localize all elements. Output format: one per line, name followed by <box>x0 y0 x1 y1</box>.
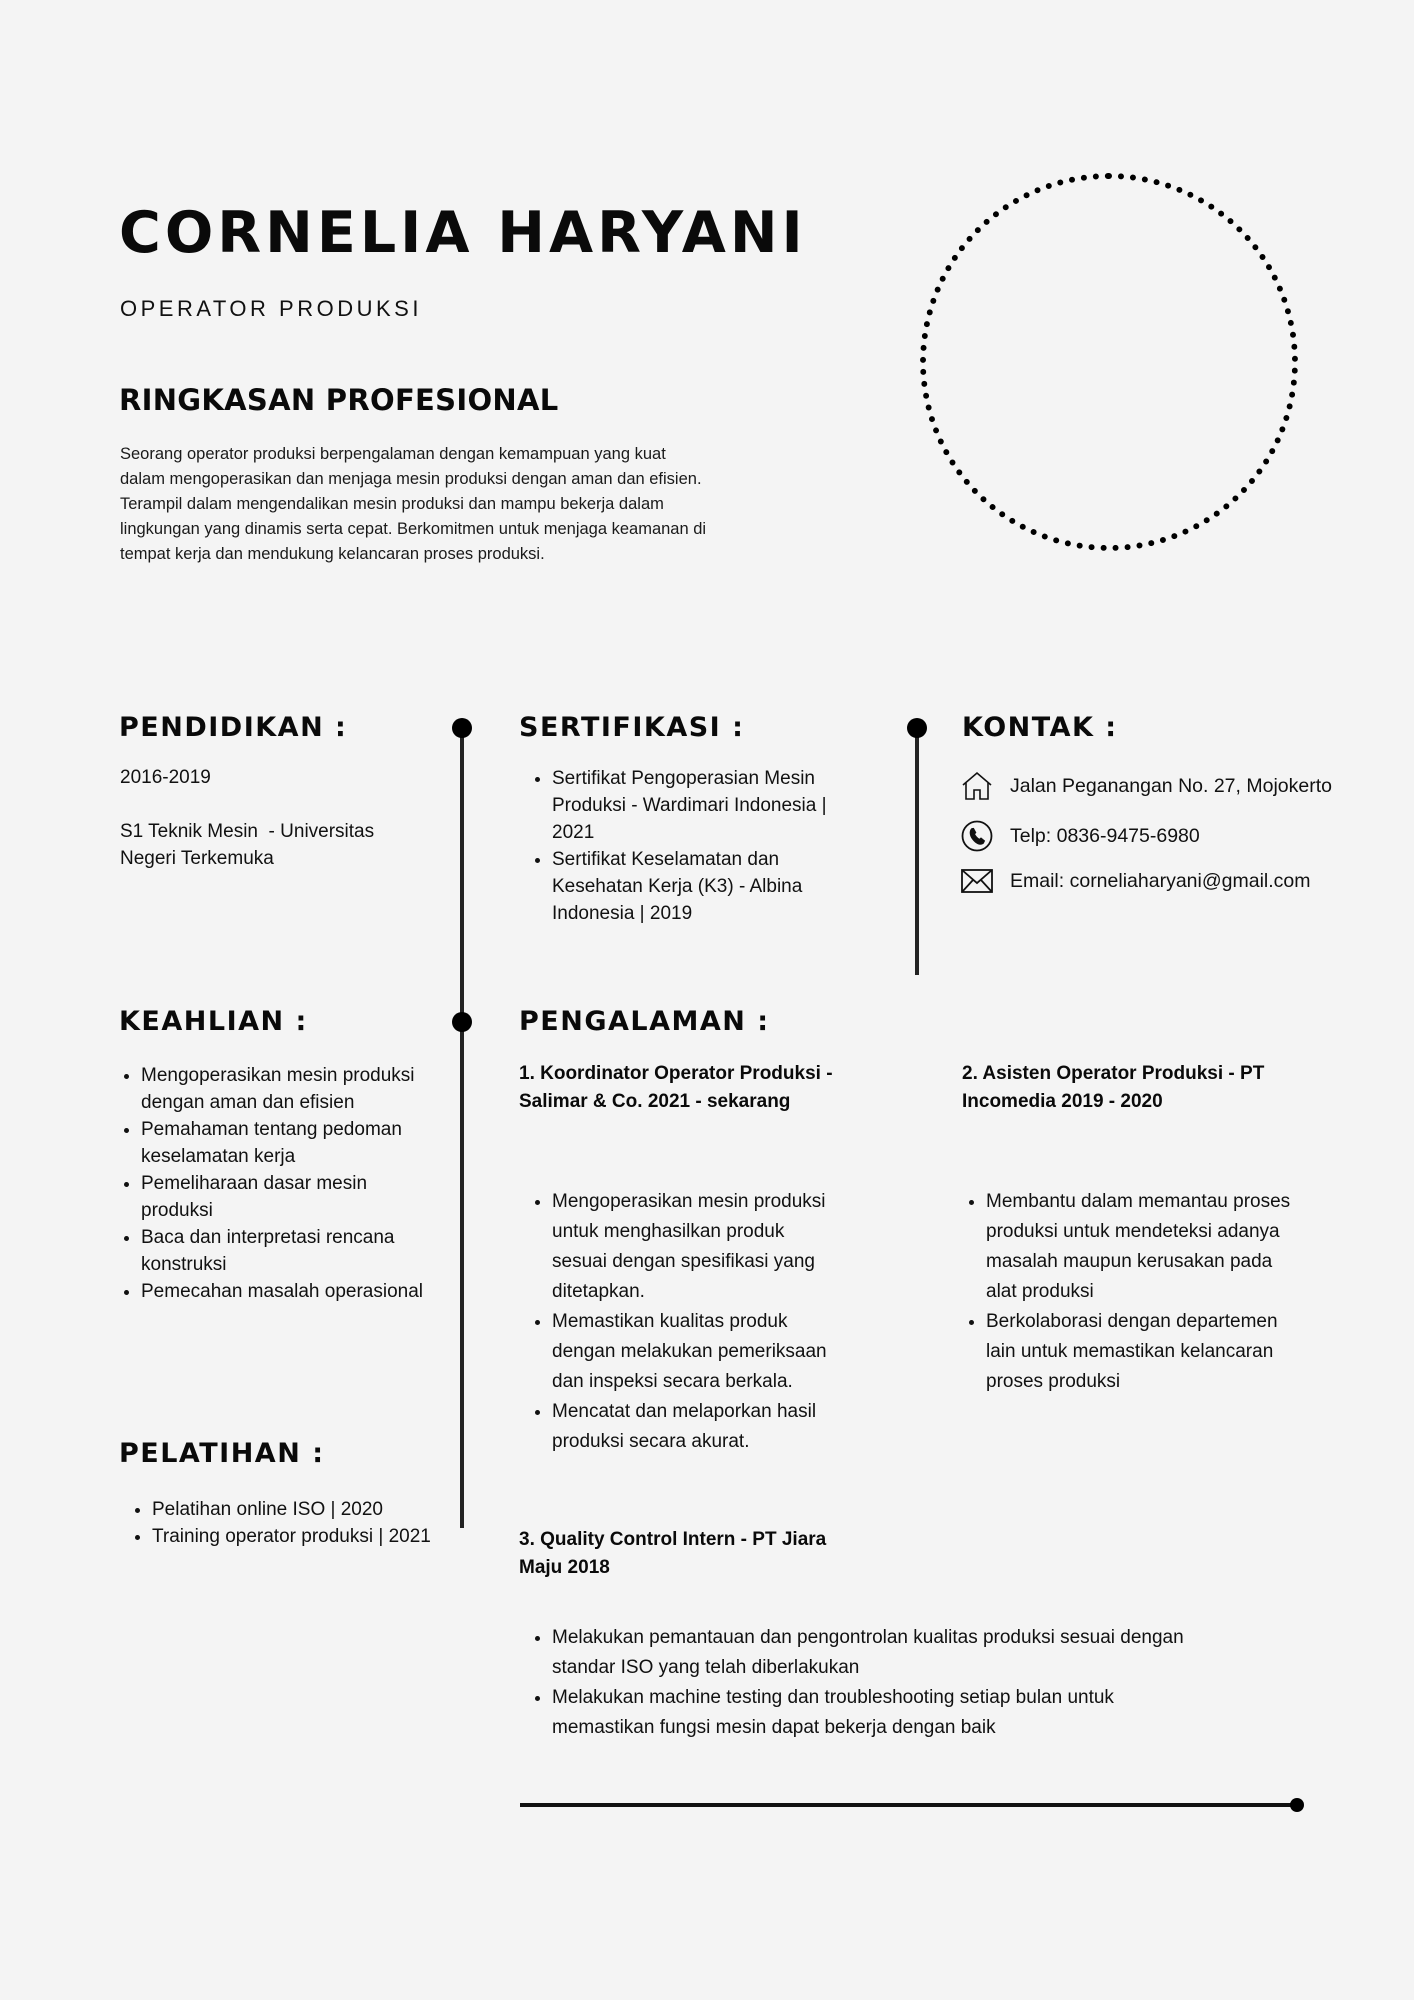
skills-heading: KEAHLIAN : <box>119 1006 308 1037</box>
skill-item: • Pemahaman tentang pedoman keselamatan kerja <box>141 1116 430 1170</box>
job-bullet: • Melakukan machine testing dan troubleshooting setiap bulan untuk memastikan fungsi mesin dapat bekerja dengan baik <box>552 1683 1221 1743</box>
timeline-dot <box>452 718 472 738</box>
job-bullets <box>531 1187 841 1457</box>
candidate-role: OPERATOR PRODUKSI <box>120 296 422 321</box>
job-title-line: Maju 2018 <box>519 1557 610 1578</box>
photo-placeholder <box>920 173 1298 551</box>
education-degree-line: Negeri Terkemuka <box>120 848 274 869</box>
job-title-line: Salimar & Co. 2021 - sekarang <box>519 1091 791 1112</box>
contact-address-text: Jalan Peganangan No. 27, Mojokerto <box>1010 774 1332 797</box>
skill-item: • Pemeliharaan dasar mesin produksi <box>141 1170 430 1224</box>
summary-line: Seorang operator produksi berpengalaman dengan kemampuan yang kuat <box>120 445 666 463</box>
job-title <box>962 1060 1362 1116</box>
training-heading: PELATIHAN : <box>119 1438 325 1469</box>
skills-list <box>120 1062 430 1305</box>
timeline-dot <box>907 718 927 738</box>
contact-phone-text: Telp: 0836-9475-6980 <box>1010 824 1200 847</box>
education-degree <box>120 818 374 872</box>
contact-heading: KONTAK : <box>962 712 1118 743</box>
contact-email-text: Email: corneliaharyani@gmail.com <box>1010 869 1311 892</box>
certification-item: • Sertifikat Keselamatan dan Kesehatan Kerja (K3) - Albina Indonesia | 2019 <box>552 846 831 927</box>
job-bullets <box>531 1623 1221 1743</box>
timeline-dot <box>452 1012 472 1032</box>
contact-email <box>960 862 1332 900</box>
certifications-heading: SERTIFIKASI : <box>519 712 745 743</box>
job-title-line: 1. Koordinator Operator Produksi - <box>519 1063 833 1084</box>
education-years: 2016-2019 <box>120 767 211 788</box>
job-bullets <box>965 1187 1295 1397</box>
timeline-line-left <box>460 728 464 1528</box>
job-bullet: • Melakukan pemantauan dan pengontrolan kualitas produksi sesuai dengan standar ISO yang telah diberlakukan <box>552 1623 1221 1683</box>
contact-address <box>960 767 1332 805</box>
certification-item: • Sertifikat Pengoperasian Mesin Produksi - Wardimari Indonesia | 2021 <box>552 765 831 846</box>
training-item: • Training operator produksi | 2021 <box>152 1523 431 1550</box>
timeline-dot <box>1290 1798 1304 1812</box>
job-title-line: Incomedia 2019 - 2020 <box>962 1091 1163 1112</box>
job-bullet: • Mencatat dan melaporkan hasil produksi secara akurat. <box>552 1397 841 1457</box>
contact-list <box>960 767 1332 900</box>
job-title-line: 3. Quality Control Intern - PT Jiara <box>519 1529 827 1550</box>
home-icon <box>960 769 994 803</box>
summary-line: dalam mengoperasikan dan menjaga mesin produksi dengan aman dan efisien. <box>120 470 702 488</box>
phone-icon <box>960 819 994 853</box>
timeline-line-bottom <box>520 1803 1297 1807</box>
job-title-line: 2. Asisten Operator Produksi - PT <box>962 1063 1265 1084</box>
training-list <box>131 1496 431 1550</box>
mail-icon <box>960 864 994 898</box>
job-bullet: • Memastikan kualitas produk dengan melakukan pemeriksaan dan inspeksi secara berkala. <box>552 1307 841 1397</box>
timeline-line-right <box>915 728 919 975</box>
summary-heading: RINGKASAN PROFESIONAL <box>119 383 559 417</box>
contact-phone <box>960 817 1332 855</box>
education-heading: PENDIDIKAN : <box>119 712 348 743</box>
skill-item: • Baca dan interpretasi rencana konstruksi <box>141 1224 430 1278</box>
job-bullet: • Mengoperasikan mesin produksi untuk menghasilkan produk sesuai dengan spesifikasi yang ditetapkan. <box>552 1187 841 1307</box>
job-bullet: • Berkolaborasi dengan departemen lain untuk memastikan kelancaran proses produksi <box>986 1307 1295 1397</box>
certifications-list <box>531 765 831 927</box>
training-item: • Pelatihan online ISO | 2020 <box>152 1496 431 1523</box>
summary-text <box>120 442 820 567</box>
job-title <box>519 1526 939 1582</box>
skill-item: • Pemecahan masalah operasional <box>141 1278 430 1305</box>
job-bullet: • Membantu dalam memantau proses produksi untuk mendeteksi adanya masalah maupun kerusakan pada alat produksi <box>986 1187 1295 1307</box>
education-degree-line: S1 Teknik Mesin - Universitas <box>120 821 375 842</box>
job-title <box>519 1060 939 1116</box>
experience-heading: PENGALAMAN : <box>519 1006 770 1037</box>
skill-item: • Mengoperasikan mesin produksi dengan aman dan efisien <box>141 1062 430 1116</box>
candidate-name: CORNELIA HARYANI <box>119 200 807 266</box>
summary-line: tempat kerja dan mendukung kelancaran proses produksi. <box>120 545 545 563</box>
summary-line: lingkungan yang dinamis serta cepat. Berkomitmen untuk menjaga keamanan di <box>120 520 707 538</box>
summary-line: Terampil dalam mengendalikan mesin produksi dan mampu bekerja dalam <box>120 495 664 513</box>
